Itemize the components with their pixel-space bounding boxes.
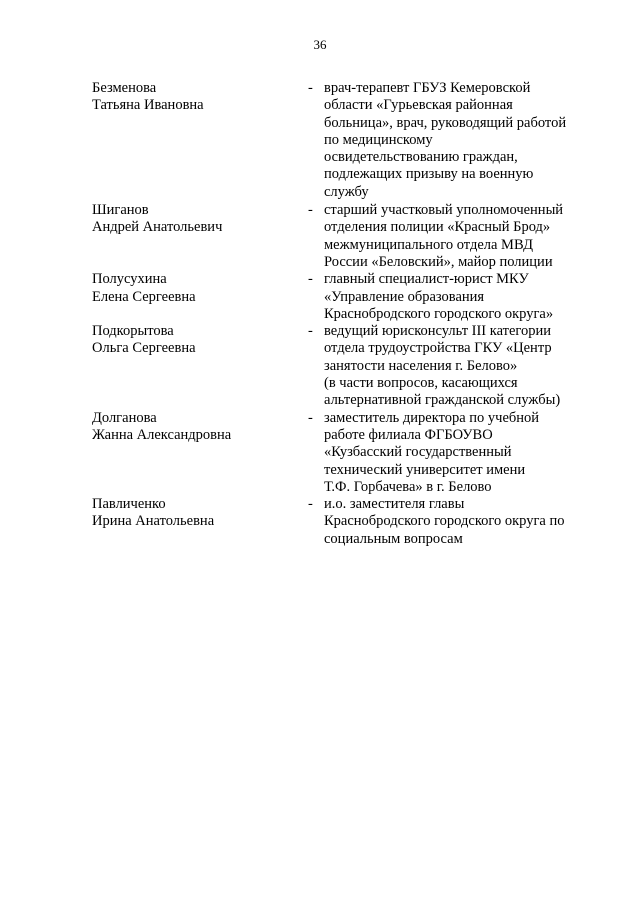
member-entry xyxy=(92,80,592,201)
role-line: отделения полиции «Красный Брод» xyxy=(324,219,551,236)
role-line: старший участковый уполномоченный xyxy=(324,202,564,219)
role-line: врач-терапевт ГБУЗ Кемеровской xyxy=(324,80,531,96)
member-given-names: Ирина Анатольевна xyxy=(92,513,215,530)
role-line: отдела трудоустройства ГКУ «Центр xyxy=(324,340,552,357)
role-line: ведущий юрисконсульт III категории xyxy=(324,323,552,340)
member-name xyxy=(92,271,302,306)
member-name xyxy=(92,410,302,445)
role-line: «Управление образования xyxy=(324,288,485,305)
role-line: занятости населения г. Белово» xyxy=(324,357,518,374)
member-role xyxy=(324,410,592,496)
separator-dash: - xyxy=(308,496,313,513)
role-line: (в части вопросов, касающихся xyxy=(324,375,518,392)
member-role xyxy=(324,80,592,201)
member-surname: Долганова xyxy=(92,409,157,426)
role-line: работе филиала ФГБОУВО xyxy=(324,426,493,443)
member-entry xyxy=(92,410,592,496)
member-entry xyxy=(92,202,592,271)
role-line: главный специалист-юрист МКУ xyxy=(324,271,529,288)
member-surname: Полусухина xyxy=(92,271,167,288)
member-entry xyxy=(92,496,592,548)
member-given-names: Андрей Анатольевич xyxy=(92,219,223,236)
separator-dash: - xyxy=(308,271,313,288)
member-given-names: Ольга Сергеевна xyxy=(92,340,196,357)
role-line: социальным вопросам xyxy=(324,530,463,547)
role-line: области «Гурьевская районная xyxy=(324,97,513,114)
role-line: освидетельствованию граждан, xyxy=(324,149,518,166)
separator-dash: - xyxy=(308,409,313,426)
member-role xyxy=(324,323,592,409)
member-role xyxy=(324,271,592,323)
separator-dash: - xyxy=(308,202,313,219)
role-line: России «Беловский», майор полиции xyxy=(324,253,553,270)
member-name xyxy=(92,496,302,531)
role-line: технический университет имени xyxy=(324,461,526,478)
member-surname: Подкорытова xyxy=(92,323,174,340)
role-line: Т.Ф. Горбачева» в г. Белово xyxy=(324,478,492,495)
member-surname: Шиганов xyxy=(92,202,149,219)
member-surname: Безменова xyxy=(92,80,157,96)
role-line: подлежащих призыву на военную xyxy=(324,166,534,183)
role-line: альтернативной гражданской службы) xyxy=(324,392,561,409)
member-name xyxy=(92,202,302,237)
member-surname: Павличенко xyxy=(92,496,166,513)
member-entry xyxy=(92,271,592,323)
role-line: службу xyxy=(324,183,369,200)
role-line: Краснобродского городского округа по xyxy=(324,513,565,530)
separator-dash: - xyxy=(308,323,313,340)
member-entry xyxy=(92,323,592,409)
member-role xyxy=(324,202,592,271)
role-line: Краснобродского городского округа» xyxy=(324,305,554,322)
role-line: межмуниципального отдела МВД xyxy=(324,236,533,253)
member-given-names: Елена Сергеевна xyxy=(92,288,196,305)
role-line: по медицинскому xyxy=(324,131,433,148)
role-line: заместитель директора по учебной xyxy=(324,409,540,426)
page-number: 36 xyxy=(313,37,327,52)
member-role xyxy=(324,496,592,548)
role-line: и.о. заместителя главы xyxy=(324,496,465,513)
role-line: больница», врач, руководящий работой xyxy=(324,114,567,131)
separator-dash: - xyxy=(308,80,313,96)
member-given-names: Жанна Александровна xyxy=(92,426,232,443)
member-name xyxy=(92,323,302,358)
commission-member-list xyxy=(92,80,592,548)
member-given-names: Татьяна Ивановна xyxy=(92,97,204,114)
member-name xyxy=(92,80,302,115)
role-line: «Кузбасский государственный xyxy=(324,444,512,461)
